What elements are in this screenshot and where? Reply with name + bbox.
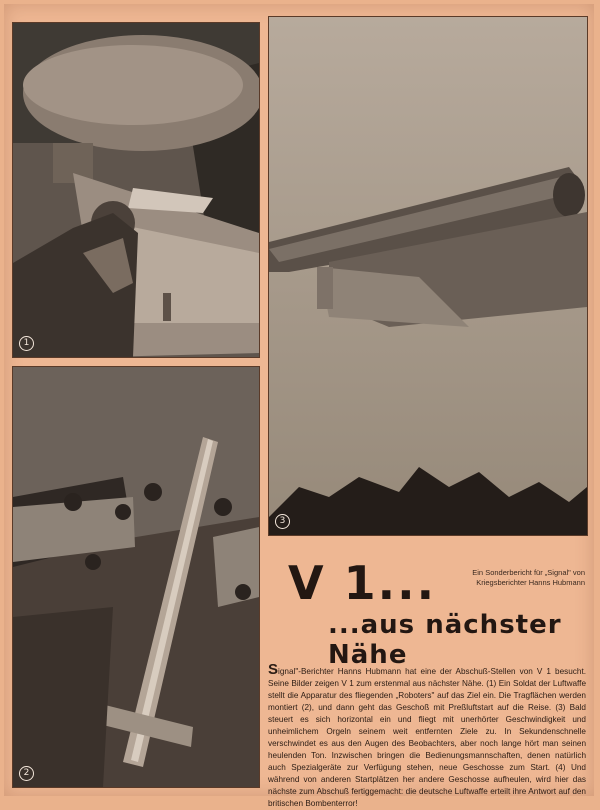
photo-crew-mounting-wings: [12, 366, 260, 788]
article-subtitle: ...aus nächster Nähe: [328, 610, 562, 670]
photo-missile-in-flight: [268, 16, 588, 536]
body-text: ignal"-Berichter Hanns Hubmann hat eine der Abschuß-Stellen von V 1 besucht. Seine Bilder zeigen V 1 zum erstenmal aus nächster Nähe. (1) Ein Soldat der Luftwaffe stellt die Apparatur des fliegenden „Roboters" auf das Ziel ein. Die Tragflächen werden montiert (2), und dann geht das Geschoß mit Preßluftstart auf die Reise. (3) Bald steuert es sich horizontal ein und fliegt mit unerhörter Geschwindigkeit und unheimlichem Orgeln seinem weit entfernten Ziele zu. In Sekundenschnelle verschwindet es aus den Augen des Beobachters, aber noch lange hört man seinen heulenden Ton. Inzwischen bringen die Bedienungsmannschaften, denen natürlich auch Spezialgeräte zur Verfügung stehen, neue Geschosse zum Start. (4) Und während von anderen Startplätzen her andere Geschosse aufheulen, wird hier das nächste zum Abschuß fertiggemacht: die deutsche Luftwaffe erteilt ihre Antwort auf den britischen Bombenterror!: [268, 667, 586, 808]
photo-number-1: 1: [19, 336, 34, 351]
photo-number-3: 3: [275, 514, 290, 529]
report-credit: Ein Sonderbericht für „Signal" von Kriegsberichter Hanns Hubmann: [472, 568, 585, 587]
photo-soldier-at-missile: [12, 22, 260, 358]
article-title: V 1...: [288, 556, 437, 610]
article-body: [268, 661, 586, 810]
photo-1-image: [13, 23, 259, 357]
photo-number-2: 2: [19, 766, 34, 781]
photo-2-image: [13, 367, 259, 787]
photo-3-image: [269, 17, 587, 535]
body-initial: S: [268, 661, 279, 678]
